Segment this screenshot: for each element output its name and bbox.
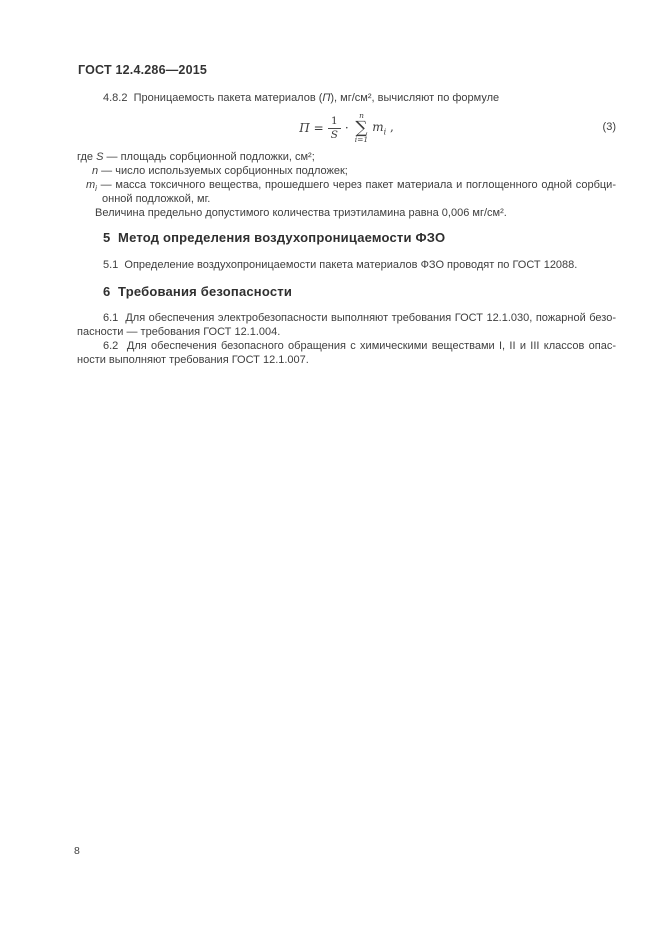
sigma-symbol: ∑ [355, 117, 368, 138]
paragraph-text: ), мг/см², вычисляют по формуле [330, 92, 500, 104]
fraction-denominator: S [328, 128, 341, 141]
summation-lower-limit: i=1 [354, 135, 369, 145]
paragraph-6-2-line-2: ности выполняют требования ГОСТ 12.1.007. [77, 354, 309, 366]
note-line: Величина предельно допустимого количества триэтиламина равна 0,006 мг/см². [95, 207, 507, 219]
variable-m: m [372, 119, 384, 134]
page-number: 8 [74, 845, 80, 857]
subscript-i: i [95, 184, 97, 194]
paragraph-6-1-line-1: 6.1 Для обеспечения электробезопасности выполняют требования ГОСТ 12.1.030, пожарной безо- [103, 312, 616, 324]
paragraph-6-1-line-2: пасности — требования ГОСТ 12.1.004. [77, 326, 281, 338]
equation-number: (3) [602, 121, 616, 133]
where-label: где [77, 151, 97, 163]
equals-sign: = [313, 121, 324, 135]
where-text: — масса токсичного вещества, прошедшего через пакет материала и поглощенного одной сорбци- [96, 179, 616, 191]
section-6-heading: 6 Требования безопасности [103, 284, 293, 299]
variable-pi: П [322, 92, 331, 104]
where-line-mi-continuation: онной подложкой, мг. [102, 193, 211, 205]
fraction [328, 115, 341, 140]
paragraph-6-2-line-1: 6.2 Для обеспечения безопасного обращения с химическими веществами I, II и III классов опас- [103, 340, 616, 352]
where-text: — площадь сорбционной подложки, см²; [103, 151, 315, 163]
document-header: ГОСТ 12.4.286—2015 [78, 63, 208, 77]
formula-term [372, 120, 394, 136]
section-5-heading: 5 Метод определения воздухопроницаемости ФЗО [103, 230, 446, 245]
where-text: — число используемых сорбционных подложек; [98, 165, 348, 177]
where-line-s [77, 150, 315, 164]
subscript-i: i [383, 127, 387, 137]
formula-3 [77, 109, 616, 147]
variable-s: S [96, 151, 104, 163]
summation-upper-limit: n [359, 111, 364, 121]
formula-row [77, 109, 616, 147]
formula-comma: , [386, 119, 394, 134]
paragraph-4-8-2 [103, 91, 499, 105]
summation [355, 112, 368, 143]
variable-n: n [92, 165, 99, 177]
variable-m: m [86, 179, 96, 191]
formula-lhs: П [299, 121, 310, 135]
paragraph-5-1: 5.1 Определение воздухопроницаемости пакета материалов ФЗО проводят по ГОСТ 12088. [103, 259, 578, 271]
fraction-numerator: 1 [330, 115, 338, 128]
multiplication-dot: · [344, 121, 349, 135]
paragraph-text: 4.8.2 Проницаемость пакета материалов ( [103, 92, 323, 104]
where-line-n [92, 164, 348, 178]
